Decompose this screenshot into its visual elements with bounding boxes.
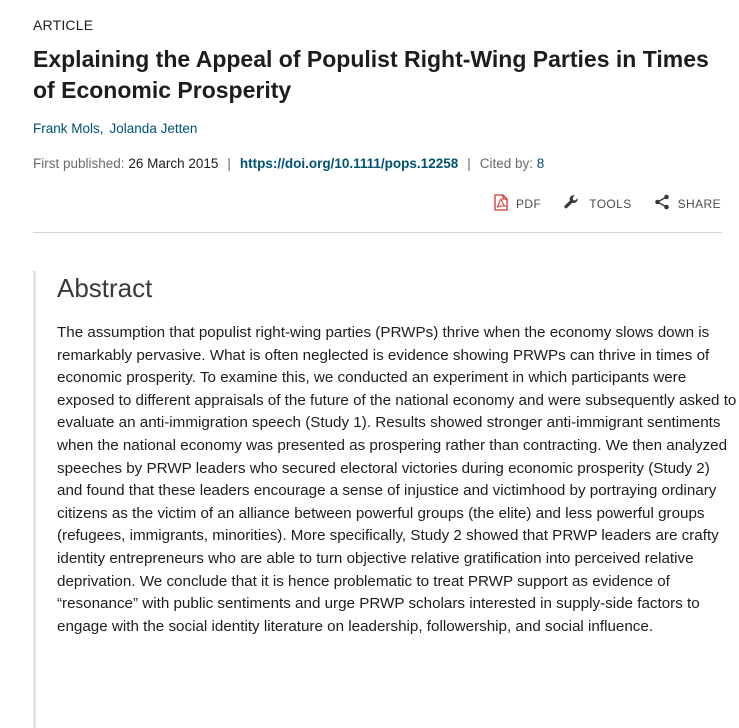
share-icon xyxy=(654,194,678,213)
author-list xyxy=(33,121,197,136)
pdf-icon xyxy=(494,194,516,214)
cited-by-count-link[interactable]: 8 xyxy=(536,156,545,171)
tools-button[interactable] xyxy=(563,193,631,214)
doi-link[interactable]: https://doi.org/10.1111/pops.12258 xyxy=(239,156,459,171)
tools-label: TOOLS xyxy=(589,196,632,211)
article-title: Explaining the Appeal of Populist Right-Wing Parties in Times of Economic Prosperity xyxy=(33,46,709,103)
author-separator: , xyxy=(99,121,104,136)
article-type-label: ARTICLE xyxy=(33,17,94,33)
abstract-heading: Abstract xyxy=(57,273,153,303)
article-actions-toolbar xyxy=(472,193,721,214)
meta-separator: | xyxy=(467,156,471,171)
pdf-label: PDF xyxy=(515,196,542,211)
abstract-text: The assumption that populist right-wing parties (PRWPs) thrive when the economy slows down is remarkably pervasive. What is often neglected is evidence showing PRWPs can thrive in times of economic prosperity. To examine this, we conducted an experiment in which participants were exposed to different appraisals of the future of the national economy and were subsequently asked to evaluate an anti-immigration speech (Study 1). Results showed stronger anti-immigrant sentiments when the national economy was presented as prospering rather than contracting. We then analyzed speeches by PRWP leaders who secured electoral victories during economic prosperity (Study 2) and found that these leaders encourage a sense of injustice and victimhood by portraying ordinary citizens as the victim of an alliance between powerful groups (the elite) and less powerful groups (refugees, immigrants, minorities). More specifically, Study 2 showed that PRWP leaders are crafty identity entrepreneurs who are able to turn objective relative gratification into perceived relative deprivation. We conclude that it is hence problematic to treat PRWP support as evidence of “resonance” with public sentiments and urge PRWP scholars interested in supply-side factors to engage with the social identity literature on leadership, followership, and social influence. xyxy=(57,324,737,635)
author-link-frank-mols[interactable]: Frank Mols xyxy=(33,121,100,136)
pdf-button[interactable] xyxy=(494,194,541,214)
author-link-jolanda-jetten[interactable]: Jolanda Jetten xyxy=(109,121,198,136)
wrench-icon xyxy=(563,193,589,214)
cited-by-label: Cited by: xyxy=(479,156,534,171)
share-label: SHARE xyxy=(677,196,721,211)
meta-separator: | xyxy=(227,156,231,171)
first-published-date: 26 March 2015 xyxy=(128,156,219,171)
header-divider xyxy=(33,232,722,233)
first-published-label: First published: xyxy=(33,156,125,171)
share-button[interactable] xyxy=(654,194,721,213)
abstract-section xyxy=(33,271,739,728)
publication-meta xyxy=(33,156,544,171)
